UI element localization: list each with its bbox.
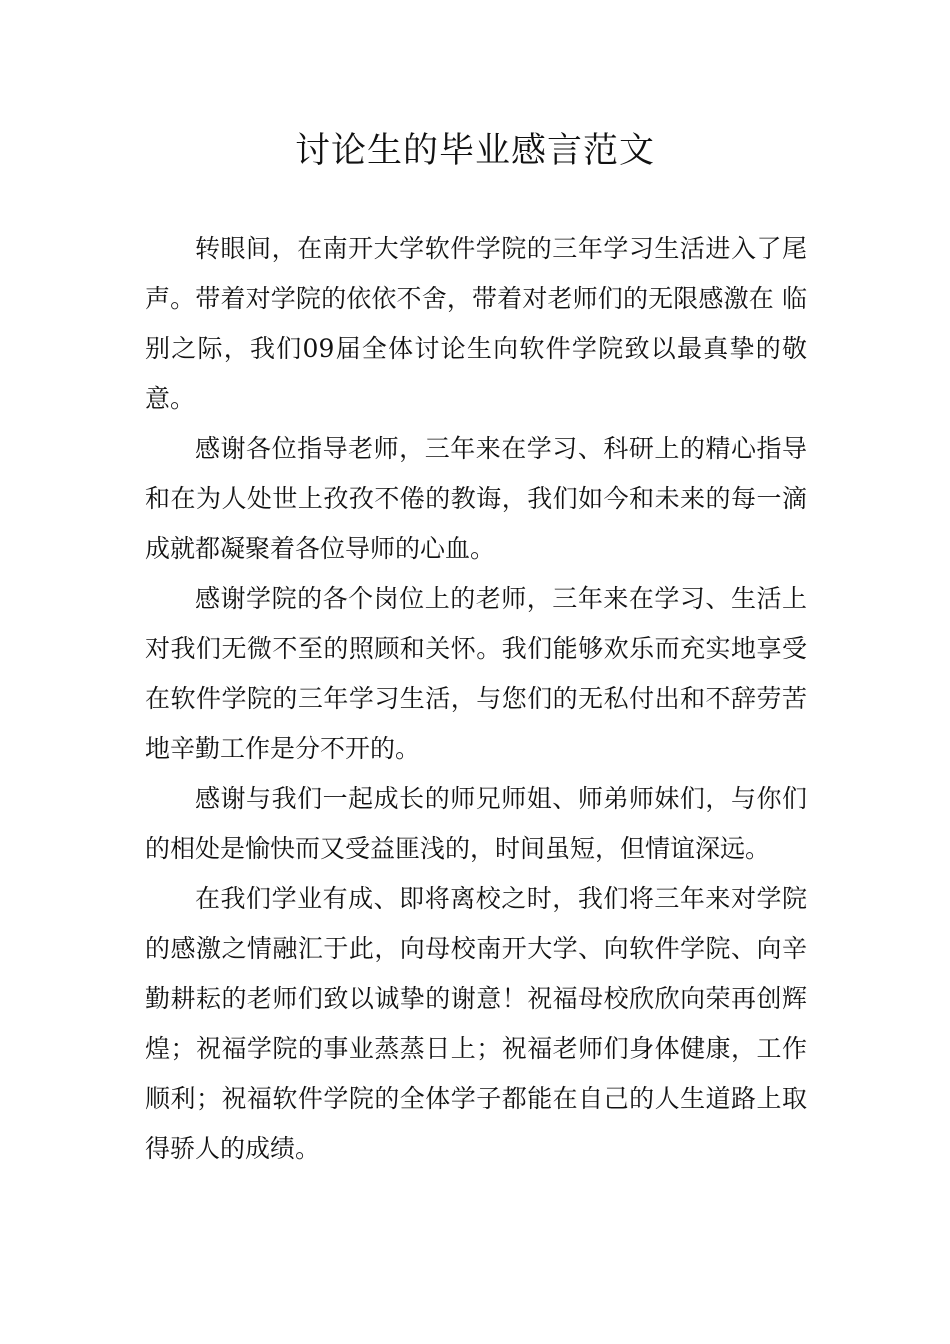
- document-title: 讨论生的毕业感言范文: [294, 131, 655, 171]
- paragraph-1: 转眼间，在南开大学软件学院的三年学习生活进入了尾声。带着对学院的依依不舍，带着对老师们的无限感激在 临别之际，我们09届全体讨论生向软件学院致以最真挚的敬意。: [145, 234, 807, 413]
- paragraph-5: 在我们学业有成、即将离校之时，我们将三年来对学院的感激之情融汇于此，向母校南开大学、向软件学院、向辛勤耕耘的老师们致以诚挚的谢意！祝福母校欣欣向荣再创辉煌；祝福学院的事业蒸蒸日上；祝福老师们身体健康，工作顺利；祝福软件学院的全体学子都能在自己的人生道路上取得骄人的成绩。: [145, 884, 807, 1163]
- paragraph-3: 感谢学院的各个岗位上的老师，三年来在学习、生活上对我们无微不至的照顾和关怀。我们能够欢乐而充实地享受在软件学院的三年学习生活，与您们的无私付出和不辞劳苦地辛勤工作是分不开的。: [145, 584, 807, 763]
- paragraph-4: 感谢与我们一起成长的师兄师姐、师弟师妹们，与你们的相处是愉快而又受益匪浅的，时间虽短，但情谊深远。: [145, 784, 807, 863]
- document-body: [145, 224, 807, 1174]
- paragraph-2: 感谢各位指导老师，三年来在学习、科研上的精心指导和在为人处世上孜孜不倦的教诲，我们如今和未来的每一滴成就都凝聚着各位导师的心血。: [145, 434, 807, 563]
